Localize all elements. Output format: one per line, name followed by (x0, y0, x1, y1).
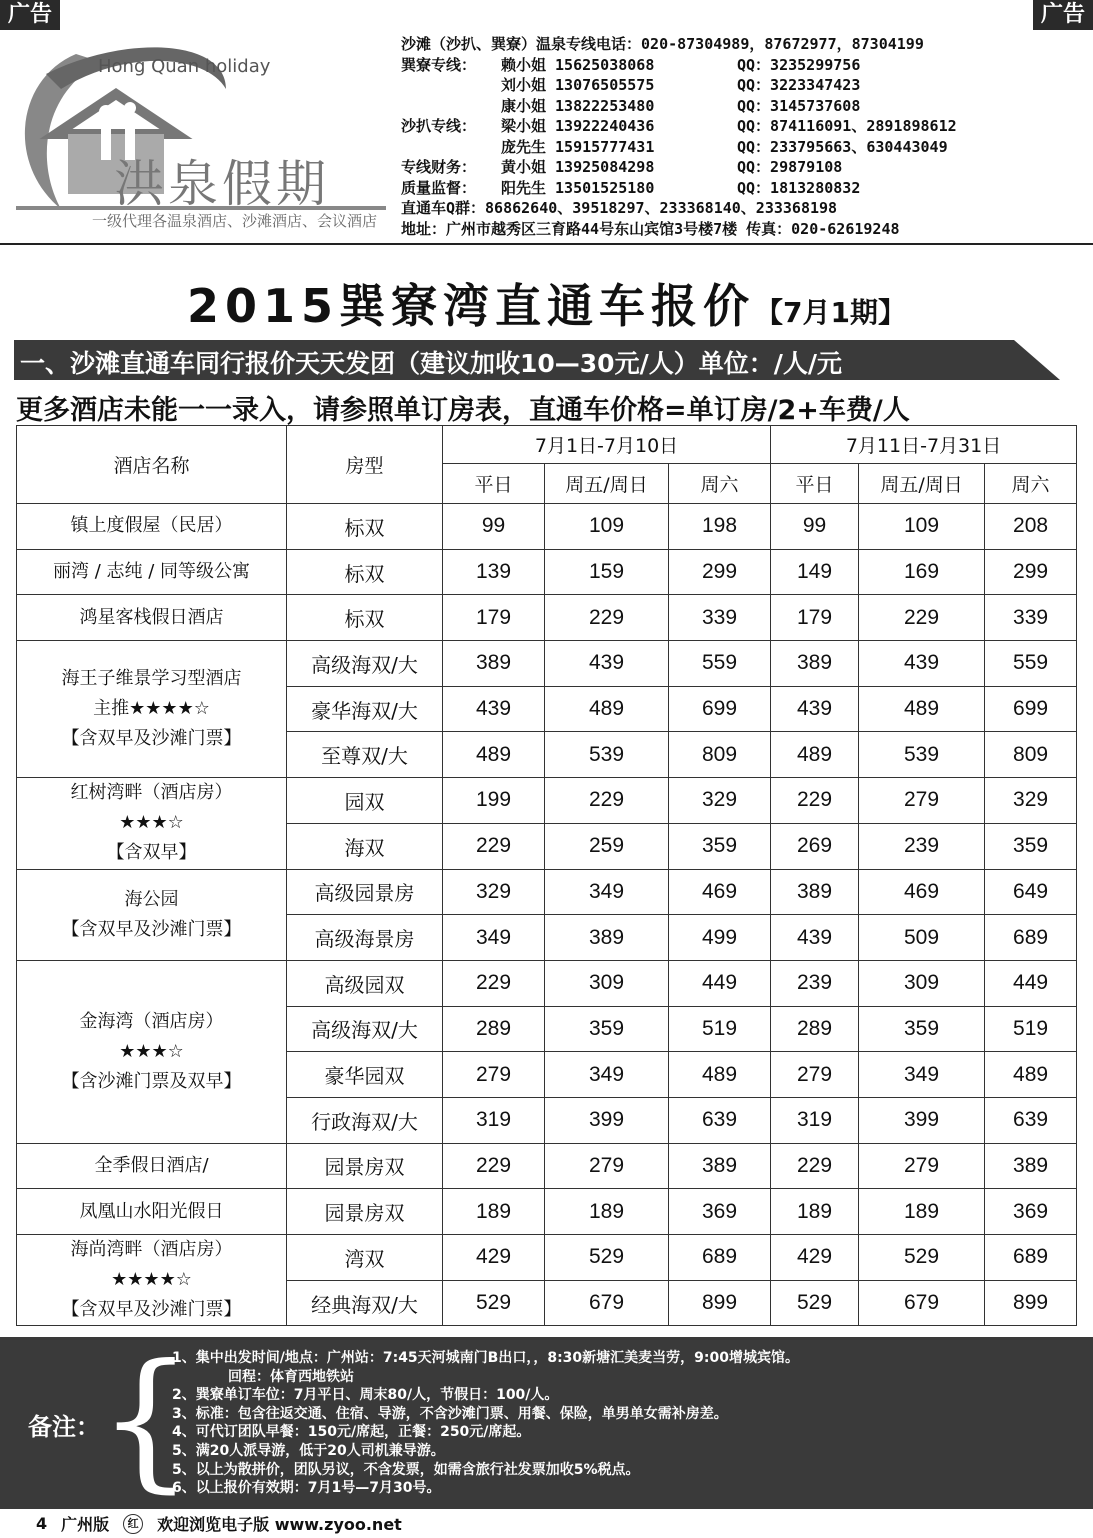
price-cell: 559 (669, 641, 771, 687)
room-type-cell: 标双 (287, 504, 443, 550)
section-header: 一、沙滩直通车同行报价天天发团（建议加收10—30元/人）单位：/人/元 (14, 340, 1060, 380)
price-cell: 559 (985, 641, 1077, 687)
price-cell: 509 (859, 915, 985, 961)
hotel-name-cell (17, 960, 287, 1143)
price-cell: 389 (545, 915, 669, 961)
price-cell: 449 (669, 960, 771, 1006)
price-cell: 259 (545, 823, 669, 869)
company-logo (6, 34, 392, 234)
price-cell: 489 (859, 686, 985, 732)
logo-chinese: 洪泉假期 (114, 155, 330, 213)
hotel-name-line: 全季假日酒店/ (94, 1154, 209, 1176)
subheader-cell: 平日 (771, 464, 859, 504)
remarks-list (172, 1349, 799, 1498)
room-type-cell: 行政海双/大 (287, 1097, 443, 1143)
price-cell: 429 (771, 1235, 859, 1281)
hotel-name-line: 丽湾 / 志纯 / 同等级公寓 (52, 561, 250, 583)
hotel-name-line: 【含双早】 (106, 842, 197, 864)
price-cell: 279 (545, 1143, 669, 1189)
price-cell: 439 (545, 641, 669, 687)
contact-row: 康小姐 13822253480 QQ：3145737608 (501, 96, 861, 115)
remarks-panel (0, 1333, 1093, 1509)
price-cell: 439 (771, 915, 859, 961)
divider (0, 243, 1093, 245)
price-cell: 469 (669, 869, 771, 915)
hotel-name-line: 海公园 (124, 888, 179, 910)
price-cell: 649 (985, 869, 1077, 915)
table-row (17, 504, 1077, 550)
price-cell: 809 (985, 732, 1077, 778)
price-cell: 239 (771, 960, 859, 1006)
room-type-cell: 海双 (287, 823, 443, 869)
price-cell: 439 (859, 641, 985, 687)
ad-tag-right: 广告 (1033, 0, 1093, 30)
price-cell: 689 (985, 1235, 1077, 1281)
price-cell: 489 (985, 1052, 1077, 1098)
price-cell: 149 (771, 549, 859, 595)
room-type-cell: 高级海双/大 (287, 1006, 443, 1052)
room-type-cell: 高级园双 (287, 960, 443, 1006)
price-cell: 99 (443, 504, 545, 550)
hotel-name-cell (17, 1143, 287, 1189)
subheader-cell: 周五/周日 (859, 464, 985, 504)
price-cell: 339 (985, 595, 1077, 641)
price-cell: 279 (859, 778, 985, 824)
price-cell: 389 (771, 869, 859, 915)
subheader-cell: 周五/周日 (545, 464, 669, 504)
price-cell: 489 (771, 732, 859, 778)
hotel-name-cell (17, 1189, 287, 1235)
price-cell: 439 (443, 686, 545, 732)
price-cell: 229 (771, 1143, 859, 1189)
price-cell: 289 (443, 1006, 545, 1052)
room-type-cell: 豪华园双 (287, 1052, 443, 1098)
room-type-cell: 园景房双 (287, 1189, 443, 1235)
period1-header: 7月1日-7月10日 (443, 426, 771, 464)
address: 地址：广州市越秀区三育路44号东山宾馆3号楼7楼 传真：020-62619248 (401, 219, 900, 238)
price-cell: 179 (771, 595, 859, 641)
remark-item: 2、巽寮单订车位：7月平日、周末80/人，节假日：100/人。 (172, 1387, 559, 1404)
price-cell: 529 (859, 1235, 985, 1281)
price-cell: 239 (859, 823, 985, 869)
hotel-name-line: 红树湾畔（酒店房） (70, 782, 233, 804)
price-cell: 269 (771, 823, 859, 869)
price-cell: 279 (771, 1052, 859, 1098)
hotel-name-line: 海王子维景学习型酒店 (61, 668, 242, 690)
price-cell: 279 (859, 1143, 985, 1189)
price-cell: 529 (771, 1280, 859, 1326)
brace-icon: { (98, 1333, 194, 1507)
price-cell: 349 (859, 1052, 985, 1098)
price-cell: 639 (669, 1097, 771, 1143)
remark-item: 4、可代订团队早餐：150元/席起，正餐：250元/席起。 (172, 1424, 531, 1441)
hotel-name-line: 鸿星客栈假日酒店 (79, 606, 224, 628)
remarks-label: 备注： (28, 1413, 100, 1441)
price-cell: 229 (443, 823, 545, 869)
hotel-name-cell (17, 549, 287, 595)
price-cell: 429 (443, 1235, 545, 1281)
price-cell: 699 (669, 686, 771, 732)
hotel-name-line: ★★★☆ (119, 812, 184, 834)
hotel-name-line: 主推★★★★☆ (93, 698, 210, 720)
price-cell: 489 (443, 732, 545, 778)
price-cell: 159 (545, 549, 669, 595)
price-cell: 329 (443, 869, 545, 915)
hotline: 沙滩（沙扒、巽寮）温泉专线电话：020-87304989，87672977，87304199 (401, 35, 924, 53)
hotel-name-line: 海尚湾畔（酒店房） (70, 1239, 233, 1261)
price-cell: 489 (669, 1052, 771, 1098)
price-cell: 699 (985, 686, 1077, 732)
price-cell: 179 (443, 595, 545, 641)
price-cell: 449 (985, 960, 1077, 1006)
price-cell: 349 (545, 869, 669, 915)
subheader-cell: 周六 (669, 464, 771, 504)
remark-item: 回程：体育西地铁站 (172, 1368, 354, 1385)
price-cell: 299 (669, 549, 771, 595)
remark-item: 5、满20人派导游，低于20人司机兼导游。 (172, 1442, 445, 1459)
room-type-cell: 豪华海双/大 (287, 686, 443, 732)
price-cell: 389 (985, 1143, 1077, 1189)
table-row (17, 641, 1077, 687)
price-cell: 139 (443, 549, 545, 595)
price-cell: 639 (985, 1097, 1077, 1143)
price-cell: 189 (545, 1189, 669, 1235)
table-row (17, 960, 1077, 1006)
contact-info (401, 34, 1091, 239)
room-type-cell: 高级海双/大 (287, 641, 443, 687)
price-cell: 899 (985, 1280, 1077, 1326)
table-row (17, 1189, 1077, 1235)
price-cell: 389 (669, 1143, 771, 1189)
price-cell: 529 (443, 1280, 545, 1326)
price-cell: 349 (545, 1052, 669, 1098)
price-cell: 369 (985, 1189, 1077, 1235)
price-cell: 809 (669, 732, 771, 778)
price-cell: 339 (669, 595, 771, 641)
price-cell: 679 (859, 1280, 985, 1326)
table-row (17, 1235, 1077, 1281)
remark-item: 1、集中出发时间/地点：广州站：7:45天河城南门B出口，，8:30新塘汇美麦当劳，9:00增城宾馆。 (172, 1350, 799, 1366)
price-cell: 519 (669, 1006, 771, 1052)
price-cell: 539 (545, 732, 669, 778)
website-text[interactable]: 欢迎浏览电子版 www.zyoo.net (157, 1515, 402, 1534)
price-cell: 198 (669, 504, 771, 550)
period2-header: 7月11日-7月31日 (771, 426, 1077, 464)
logo-english: Hong Quan holiday (98, 56, 271, 77)
hotel-name-cell (17, 778, 287, 869)
hotel-name-cell (17, 869, 287, 960)
price-cell: 679 (545, 1280, 669, 1326)
table-row (17, 1143, 1077, 1189)
col-room-header: 房型 (287, 426, 443, 504)
hotel-name-line: ★★★☆ (119, 1040, 184, 1062)
qq-groups: 直通车Q群：86862640、39518297、233368140、233368198 (401, 199, 838, 217)
price-cell: 229 (771, 778, 859, 824)
price-cell: 329 (985, 778, 1077, 824)
room-type-cell: 至尊双/大 (287, 732, 443, 778)
table-row (17, 595, 1077, 641)
room-type-cell: 高级海景房 (287, 915, 443, 961)
price-cell: 99 (771, 504, 859, 550)
bottom-bar (36, 1512, 402, 1535)
price-cell: 499 (669, 915, 771, 961)
price-cell: 109 (545, 504, 669, 550)
col-hotel-header: 酒店名称 (17, 426, 287, 504)
room-type-cell: 园双 (287, 778, 443, 824)
price-cell: 539 (859, 732, 985, 778)
contact-row: 质量监督： 阳先生 13501525180 QQ：1813280832 (401, 178, 861, 197)
subheader-cell: 周六 (985, 464, 1077, 504)
price-cell: 229 (443, 960, 545, 1006)
hotel-name-line: 金海湾（酒店房） (79, 1010, 224, 1032)
price-cell: 309 (545, 960, 669, 1006)
price-cell: 189 (859, 1189, 985, 1235)
price-cell: 359 (985, 823, 1077, 869)
price-cell: 439 (771, 686, 859, 732)
contact-row: 刘小姐 13076505575 QQ：3223347423 (501, 76, 861, 94)
hotel-name-cell (17, 504, 287, 550)
edition-label: 广州版 (61, 1515, 110, 1534)
contact-row: 沙扒专线： 梁小姐 13922240436 QQ：874116091、2891898612 (401, 117, 957, 135)
contact-row: 专线财务： 黄小姐 13925084298 QQ：29879108 (401, 158, 843, 176)
hotel-name-line: ★★★★☆ (111, 1269, 192, 1291)
room-type-cell: 标双 (287, 595, 443, 641)
issue-label: 【7月1期】 (755, 296, 906, 329)
price-cell: 299 (985, 549, 1077, 595)
table-row (17, 778, 1077, 824)
hotel-name-line: 【含双早及沙滩门票】 (61, 918, 242, 940)
price-cell: 359 (859, 1006, 985, 1052)
price-cell: 289 (771, 1006, 859, 1052)
price-cell: 229 (545, 595, 669, 641)
price-cell: 529 (545, 1235, 669, 1281)
price-cell: 229 (443, 1143, 545, 1189)
remark-item: 5、以上为散拼价，团队另议，不含发票，如需含旅行社发票加收5%税点。 (172, 1461, 640, 1478)
remark-item: 3、标准：包含往返交通、住宿、导游，不含沙滩门票、用餐、保险，单男单女需补房差。 (172, 1405, 728, 1422)
price-cell: 319 (443, 1097, 545, 1143)
price-cell: 229 (545, 778, 669, 824)
price-cell: 399 (545, 1097, 669, 1143)
price-cell: 689 (985, 915, 1077, 961)
hotel-name-line: 凤凰山水阳光假日 (79, 1200, 224, 1222)
room-type-cell: 园景房双 (287, 1143, 443, 1189)
price-cell: 199 (443, 778, 545, 824)
pricing-note: 更多酒店未能一一录入，请参照单订房表，直通车价格=单订房/2+车费/人 (16, 395, 910, 426)
price-cell: 519 (985, 1006, 1077, 1052)
hotel-name-line: 【含双早及沙滩门票】 (61, 728, 242, 750)
room-type-cell: 高级园景房 (287, 869, 443, 915)
table-row (17, 549, 1077, 595)
price-cell: 389 (771, 641, 859, 687)
price-cell: 899 (669, 1280, 771, 1326)
remark-item: 6、以上报价有效期：7月1号—7月30号。 (172, 1480, 441, 1497)
price-cell: 349 (443, 915, 545, 961)
price-cell: 369 (669, 1189, 771, 1235)
price-cell: 399 (859, 1097, 985, 1143)
price-cell: 229 (859, 595, 985, 641)
hotel-name-cell (17, 1235, 287, 1326)
price-cell: 279 (443, 1052, 545, 1098)
room-type-cell: 标双 (287, 549, 443, 595)
hotel-name-line: 【含沙滩门票及双早】 (61, 1070, 242, 1092)
price-cell: 319 (771, 1097, 859, 1143)
price-cell: 208 (985, 504, 1077, 550)
table-row (17, 869, 1077, 915)
page-number: 4 (36, 1514, 48, 1533)
price-cell: 689 (669, 1235, 771, 1281)
room-type-cell: 经典海双/大 (287, 1280, 443, 1326)
contact-row: 庞先生 15915777431 QQ：233795663、630443049 (501, 137, 948, 156)
room-type-cell: 湾双 (287, 1235, 443, 1281)
contact-row: 巽寮专线： 赖小姐 15625038068 QQ：3235299756 (401, 55, 861, 74)
price-cell: 359 (669, 823, 771, 869)
logo-tagline: 一级代理各温泉酒店、沙滩酒店、会议酒店 (92, 212, 378, 230)
price-cell: 489 (545, 686, 669, 732)
hotel-name-line: 镇上度假屋（民居） (70, 515, 233, 537)
header (6, 32, 1086, 240)
hotel-name-cell (17, 595, 287, 641)
price-cell: 189 (771, 1189, 859, 1235)
price-cell: 189 (443, 1189, 545, 1235)
price-cell: 169 (859, 549, 985, 595)
page-title: 2015巽寮湾直通车报价【7月1期】 (187, 279, 906, 333)
price-cell: 309 (859, 960, 985, 1006)
subheader-cell: 平日 (443, 464, 545, 504)
price-table (16, 425, 1077, 1326)
price-cell: 389 (443, 641, 545, 687)
price-cell: 329 (669, 778, 771, 824)
badge-icon: 红 (123, 1514, 143, 1534)
price-cell: 109 (859, 504, 985, 550)
price-cell: 469 (859, 869, 985, 915)
price-cell: 359 (545, 1006, 669, 1052)
hotel-name-line: 【含双早及沙滩门票】 (61, 1299, 242, 1321)
hotel-name-cell (17, 641, 287, 778)
ad-tag-left: 广告 (0, 0, 60, 30)
